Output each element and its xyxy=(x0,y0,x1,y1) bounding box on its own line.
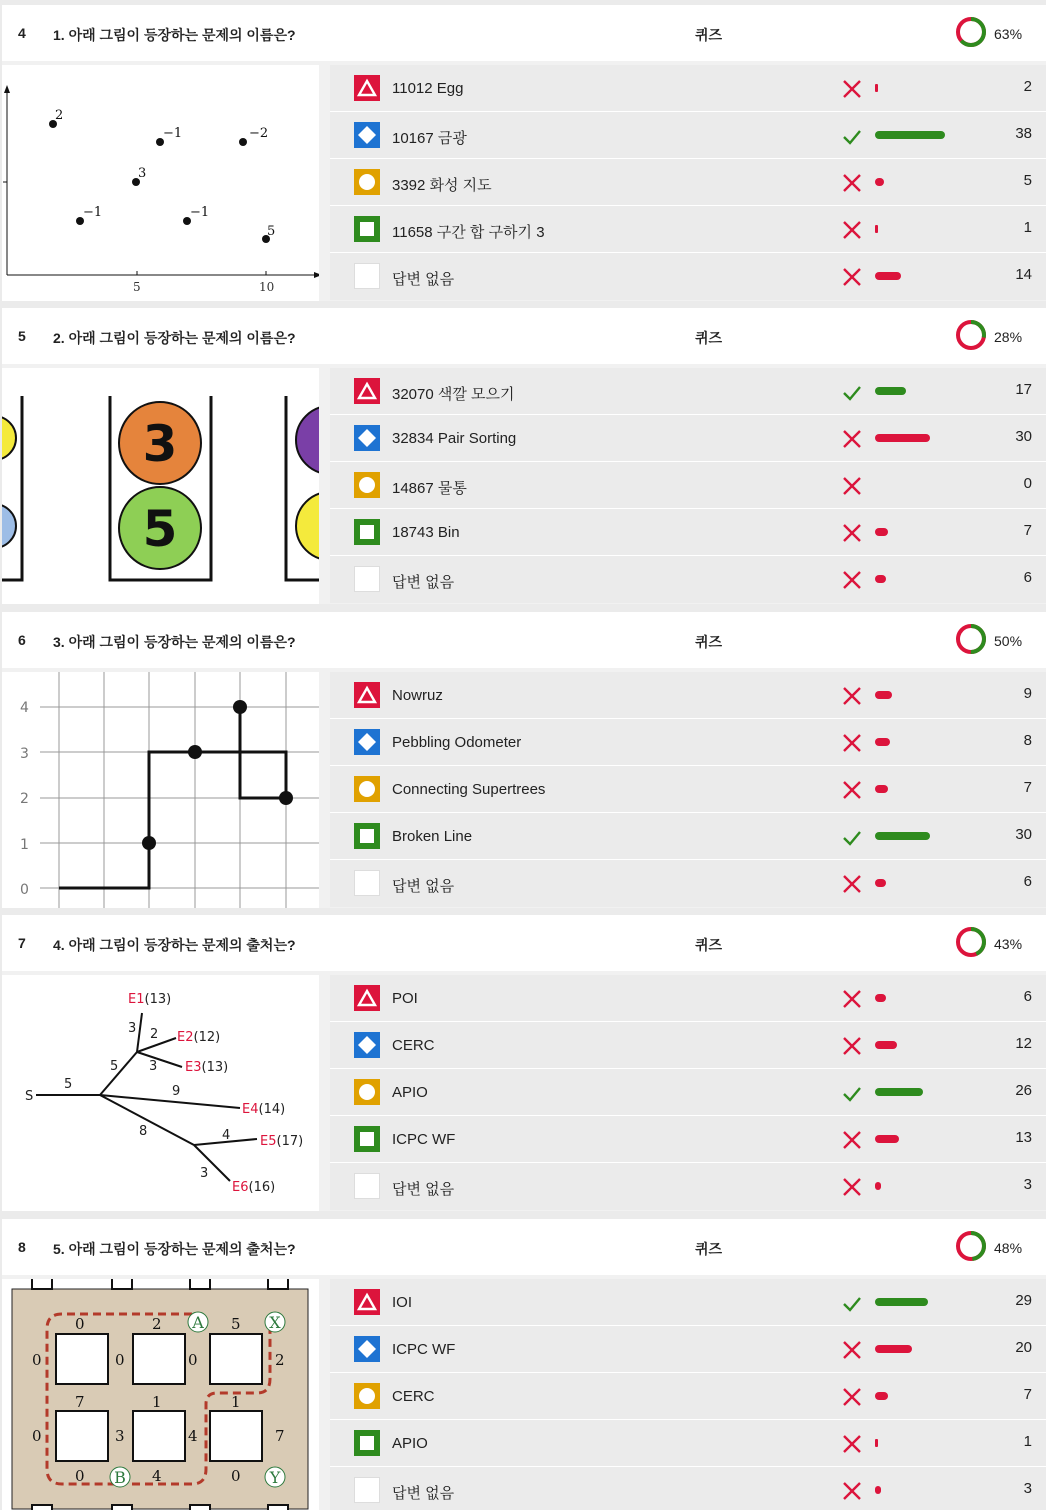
blank-icon xyxy=(354,263,380,289)
triangle-icon xyxy=(354,682,380,708)
check-icon xyxy=(841,381,863,403)
vote-count: 5 xyxy=(1023,172,1032,189)
answer-label: Connecting Supertrees xyxy=(392,781,546,798)
answer-option[interactable] xyxy=(330,206,1046,253)
vote-bar xyxy=(875,1486,881,1494)
svg-text:E6(16) xyxy=(232,1180,275,1195)
tubes-figure xyxy=(2,368,319,604)
answer-option[interactable] xyxy=(330,112,1046,159)
answer-label: 14867 물통 xyxy=(392,480,467,497)
answer-option[interactable] xyxy=(330,1163,1046,1210)
answer-label: 답변 없음 xyxy=(392,271,455,288)
question-title: 4. 아래 그림이 등장하는 문제의 출처는? xyxy=(53,937,296,953)
question-header xyxy=(2,612,1046,668)
answer-option[interactable] xyxy=(330,65,1046,112)
svg-text:E2(12) xyxy=(177,1030,220,1045)
question-figure xyxy=(2,65,319,301)
vote-count: 14 xyxy=(1015,266,1032,283)
edge-weight: 3 xyxy=(200,1166,209,1181)
answer-list xyxy=(330,672,1046,907)
node-label: E1 xyxy=(128,992,145,1007)
ball-label: 5 xyxy=(142,500,178,558)
maze-number: 5 xyxy=(231,1315,241,1333)
edge-weight: 4 xyxy=(222,1128,231,1143)
node-label: S xyxy=(25,1089,34,1104)
accuracy-ring xyxy=(955,16,987,48)
square-icon xyxy=(354,823,380,849)
circle-icon xyxy=(354,169,380,195)
answer-label: Broken Line xyxy=(392,828,473,845)
maze-number: 0 xyxy=(75,1315,85,1333)
question-title: 5. 아래 그림이 등장하는 문제의 출처는? xyxy=(53,1241,296,1257)
node-value: (16) xyxy=(248,1180,276,1195)
node-label: E3 xyxy=(185,1060,202,1075)
vote-bar xyxy=(875,84,878,92)
answer-option[interactable] xyxy=(330,813,1046,860)
maze-number: 4 xyxy=(188,1427,198,1445)
answer-option[interactable] xyxy=(330,860,1046,907)
answer-option[interactable] xyxy=(330,368,1046,415)
answer-option[interactable] xyxy=(330,1279,1046,1326)
accuracy-percent: 48% xyxy=(994,1240,1023,1256)
y-tick-label: 1 xyxy=(20,837,29,853)
svg-text:E1(13) xyxy=(128,992,171,1007)
edge-weight: 3 xyxy=(149,1059,158,1074)
answer-label: 답변 없음 xyxy=(392,1485,455,1502)
question-type: 퀴즈 xyxy=(695,27,723,43)
x-icon xyxy=(841,569,863,591)
question-card xyxy=(2,1219,1046,1510)
maze-number: 0 xyxy=(32,1427,42,1445)
circle-icon xyxy=(354,1079,380,1105)
answer-option[interactable] xyxy=(330,253,1046,300)
square-icon xyxy=(354,519,380,545)
question-header xyxy=(2,1219,1046,1275)
vote-bar xyxy=(875,528,888,536)
edge-weight: 9 xyxy=(172,1084,181,1099)
answer-option[interactable] xyxy=(330,1467,1046,1510)
answer-option[interactable] xyxy=(330,1420,1046,1467)
vote-bar xyxy=(875,434,930,442)
answer-label: 32070 색깔 모으기 xyxy=(392,386,515,403)
vote-count: 2 xyxy=(1023,78,1032,95)
vote-count: 7 xyxy=(1023,779,1032,796)
answer-label: 답변 없음 xyxy=(392,1181,455,1198)
diamond-icon xyxy=(354,1032,380,1058)
vote-bar xyxy=(875,131,945,139)
vote-bar xyxy=(875,994,886,1002)
answer-label: ICPC WF xyxy=(392,1341,456,1358)
vote-bar xyxy=(875,178,884,186)
question-number: 4 xyxy=(18,25,26,41)
vote-bar xyxy=(875,785,888,793)
maze-number: 0 xyxy=(231,1467,241,1485)
answer-label: 3392 화성 지도 xyxy=(392,177,492,194)
vote-count: 6 xyxy=(1023,873,1032,890)
vote-bar xyxy=(875,1135,899,1143)
y-tick-label: 4 xyxy=(20,700,29,716)
diamond-icon xyxy=(354,122,380,148)
vote-count: 1 xyxy=(1023,1433,1032,1450)
x-icon xyxy=(841,172,863,194)
vote-bar xyxy=(875,272,901,280)
tree-figure xyxy=(2,975,319,1211)
question-number: 7 xyxy=(18,935,26,951)
vote-count: 3 xyxy=(1023,1176,1032,1193)
accuracy-percent: 50% xyxy=(994,633,1023,649)
answer-label: APIO xyxy=(392,1084,428,1101)
svg-text:E3(13) xyxy=(185,1060,228,1075)
answer-label: CERC xyxy=(392,1037,435,1054)
answer-option[interactable] xyxy=(330,672,1046,719)
vote-bar xyxy=(875,1182,881,1190)
question-type: 퀴즈 xyxy=(695,1241,723,1257)
vote-count: 26 xyxy=(1015,1082,1032,1099)
maze-number: 0 xyxy=(188,1351,198,1369)
x-icon xyxy=(841,219,863,241)
answer-option[interactable] xyxy=(330,509,1046,556)
node-label: E5 xyxy=(260,1134,277,1149)
vote-count: 30 xyxy=(1015,826,1032,843)
x-icon xyxy=(841,988,863,1010)
vote-bar xyxy=(875,1298,928,1306)
accuracy-ring xyxy=(955,623,987,655)
scatter-figure xyxy=(2,65,319,301)
question-card xyxy=(2,308,1046,604)
answer-option[interactable] xyxy=(330,462,1046,509)
maze-number: 2 xyxy=(275,1351,285,1369)
vote-count: 0 xyxy=(1023,475,1032,492)
vote-count: 8 xyxy=(1023,732,1032,749)
node-value: (13) xyxy=(144,992,172,1007)
x-icon xyxy=(841,1480,863,1502)
point-label: −1 xyxy=(83,205,103,220)
point-label: −1 xyxy=(163,126,183,141)
blank-icon xyxy=(354,870,380,896)
question-title: 1. 아래 그림이 등장하는 문제의 이름은? xyxy=(53,27,296,43)
answer-label: APIO xyxy=(392,1435,428,1452)
node-label: E6 xyxy=(232,1180,249,1195)
maze-letter: B xyxy=(114,1468,126,1487)
question-figure xyxy=(2,1279,319,1510)
accuracy-percent: 63% xyxy=(994,26,1023,42)
check-icon xyxy=(841,826,863,848)
x-icon xyxy=(841,732,863,754)
question-card xyxy=(2,612,1046,908)
answer-option[interactable] xyxy=(330,159,1046,206)
answer-label: CERC xyxy=(392,1388,435,1405)
answer-label: 11012 Egg xyxy=(392,80,464,97)
accuracy-ring xyxy=(955,926,987,958)
x-icon xyxy=(841,779,863,801)
x-icon xyxy=(841,428,863,450)
point-label: 3 xyxy=(138,166,147,181)
x-icon xyxy=(841,685,863,707)
answer-option[interactable] xyxy=(330,766,1046,813)
maze-number: 7 xyxy=(275,1427,285,1445)
x-icon xyxy=(841,1129,863,1151)
vote-bar xyxy=(875,1345,912,1353)
node-value: (17) xyxy=(276,1134,304,1149)
vote-count: 29 xyxy=(1015,1292,1032,1309)
accuracy-percent: 28% xyxy=(994,329,1023,345)
maze-number: 3 xyxy=(115,1427,125,1445)
answer-label: Nowruz xyxy=(392,687,443,704)
vote-count: 6 xyxy=(1023,569,1032,586)
maze-letter: X xyxy=(269,1313,281,1332)
question-figure xyxy=(2,368,319,604)
grid-figure xyxy=(2,672,319,908)
answer-label: 답변 없음 xyxy=(392,574,455,591)
point-label: 2 xyxy=(55,108,64,123)
svg-text:E4(14) xyxy=(242,1102,285,1117)
vote-bar xyxy=(875,225,878,233)
vote-bar xyxy=(875,1041,897,1049)
circle-icon xyxy=(354,1383,380,1409)
question-figure xyxy=(2,975,319,1211)
question-title: 2. 아래 그림이 등장하는 문제의 이름은? xyxy=(53,330,296,346)
svg-text:E5(17) xyxy=(260,1134,303,1149)
vote-bar xyxy=(875,691,892,699)
square-icon xyxy=(354,1430,380,1456)
maze-number: 0 xyxy=(115,1351,125,1369)
vote-count: 3 xyxy=(1023,1480,1032,1497)
vote-count: 38 xyxy=(1015,125,1032,142)
maze-number: 2 xyxy=(152,1315,162,1333)
question-title: 3. 아래 그림이 등장하는 문제의 이름은? xyxy=(53,634,296,650)
circle-icon xyxy=(354,776,380,802)
node-label: E2 xyxy=(177,1030,194,1045)
blank-icon xyxy=(354,1477,380,1503)
vote-bar xyxy=(875,832,930,840)
answer-label: IOI xyxy=(392,1294,413,1311)
point-label: 5 xyxy=(267,224,276,239)
answer-option[interactable] xyxy=(330,1069,1046,1116)
check-icon xyxy=(841,125,863,147)
triangle-icon xyxy=(354,75,380,101)
x-icon xyxy=(841,266,863,288)
node-value: (14) xyxy=(258,1102,286,1117)
answer-option[interactable] xyxy=(330,1022,1046,1069)
x-icon xyxy=(841,1339,863,1361)
answer-list xyxy=(330,975,1046,1210)
x-tick-label: 10 xyxy=(259,280,275,294)
vote-count: 12 xyxy=(1015,1035,1032,1052)
y-tick-label: 2 xyxy=(20,791,29,807)
x-icon xyxy=(841,1386,863,1408)
x-icon xyxy=(841,873,863,895)
y-tick-label: 0 xyxy=(20,882,29,898)
accuracy-percent: 43% xyxy=(994,936,1023,952)
node-value: (13) xyxy=(201,1060,229,1075)
vote-bar xyxy=(875,1439,878,1447)
vote-bar xyxy=(875,1392,888,1400)
maze-figure xyxy=(2,1279,319,1510)
maze-number: 0 xyxy=(75,1467,85,1485)
answer-label: 답변 없음 xyxy=(392,878,455,895)
scatter-point xyxy=(239,138,247,146)
answer-label: POI xyxy=(392,990,418,1007)
edge-weight: 5 xyxy=(110,1059,119,1074)
x-icon xyxy=(841,78,863,100)
x-icon xyxy=(841,475,863,497)
vote-count: 13 xyxy=(1015,1129,1032,1146)
x-icon xyxy=(841,1433,863,1455)
question-header xyxy=(2,308,1046,364)
vote-bar xyxy=(875,1088,923,1096)
check-icon xyxy=(841,1292,863,1314)
question-number: 5 xyxy=(18,328,26,344)
vote-count: 7 xyxy=(1023,1386,1032,1403)
vote-bar xyxy=(875,387,906,395)
node-label: E4 xyxy=(242,1102,259,1117)
diamond-icon xyxy=(354,425,380,451)
question-card xyxy=(2,915,1046,1211)
question-header xyxy=(2,915,1046,971)
ball-label: 3 xyxy=(142,415,178,473)
maze-letter: Y xyxy=(269,1468,281,1487)
x-icon xyxy=(841,522,863,544)
question-number: 6 xyxy=(18,632,26,648)
vote-bar xyxy=(875,879,886,887)
answer-option[interactable] xyxy=(330,1116,1046,1163)
square-icon xyxy=(354,1126,380,1152)
question-header xyxy=(2,5,1046,61)
answer-label: 32834 Pair Sorting xyxy=(392,430,517,447)
answer-list xyxy=(330,368,1046,603)
circle-icon xyxy=(354,472,380,498)
answer-option[interactable] xyxy=(330,415,1046,462)
answer-label: 11658 구간 합 구하기 3 xyxy=(392,224,545,241)
vote-count: 7 xyxy=(1023,522,1032,539)
question-type: 퀴즈 xyxy=(695,330,723,346)
maze-number: 7 xyxy=(75,1393,85,1411)
question-number: 8 xyxy=(18,1239,26,1255)
edge-weight: 5 xyxy=(64,1077,73,1092)
answer-label: 18743 Bin xyxy=(392,524,460,541)
answer-option[interactable] xyxy=(330,1326,1046,1373)
vote-count: 17 xyxy=(1015,381,1032,398)
triangle-icon xyxy=(354,378,380,404)
point-label: −2 xyxy=(249,126,269,141)
vote-count: 30 xyxy=(1015,428,1032,445)
node-value: (12) xyxy=(193,1030,221,1045)
maze-number: 1 xyxy=(152,1393,162,1411)
blank-icon xyxy=(354,566,380,592)
vote-bar xyxy=(875,575,886,583)
blank-icon xyxy=(354,1173,380,1199)
vote-count: 6 xyxy=(1023,988,1032,1005)
answer-option[interactable] xyxy=(330,719,1046,766)
accuracy-ring xyxy=(955,319,987,351)
edge-weight: 2 xyxy=(150,1027,159,1042)
edge-weight: 3 xyxy=(128,1021,137,1036)
answer-option[interactable] xyxy=(330,1373,1046,1420)
question-figure xyxy=(2,672,319,908)
answer-label: 10167 금광 xyxy=(392,130,467,147)
vote-count: 20 xyxy=(1015,1339,1032,1356)
triangle-icon xyxy=(354,1289,380,1315)
point-label: −1 xyxy=(190,205,210,220)
accuracy-ring xyxy=(955,1230,987,1262)
maze-number: 1 xyxy=(231,1393,241,1411)
question-type: 퀴즈 xyxy=(695,937,723,953)
maze-number: 0 xyxy=(32,1351,42,1369)
x-icon xyxy=(841,1176,863,1198)
y-tick-label: 3 xyxy=(20,746,29,762)
answer-option[interactable] xyxy=(330,556,1046,603)
x-tick-label: 5 xyxy=(133,280,141,294)
question-card xyxy=(2,5,1046,301)
diamond-icon xyxy=(354,1336,380,1362)
x-icon xyxy=(841,1035,863,1057)
vote-count: 1 xyxy=(1023,219,1032,236)
answer-label: ICPC WF xyxy=(392,1131,456,1148)
edge-weight: 8 xyxy=(139,1124,148,1139)
diamond-icon xyxy=(354,729,380,755)
answer-label: Pebbling Odometer xyxy=(392,734,522,751)
question-type: 퀴즈 xyxy=(695,634,723,650)
square-icon xyxy=(354,216,380,242)
answer-list xyxy=(330,65,1046,300)
check-icon xyxy=(841,1082,863,1104)
answer-list xyxy=(330,1279,1046,1510)
maze-number: 4 xyxy=(152,1467,162,1485)
triangle-icon xyxy=(354,985,380,1011)
answer-option[interactable] xyxy=(330,975,1046,1022)
vote-count: 9 xyxy=(1023,685,1032,702)
vote-bar xyxy=(875,738,890,746)
maze-letter: A xyxy=(192,1313,204,1332)
